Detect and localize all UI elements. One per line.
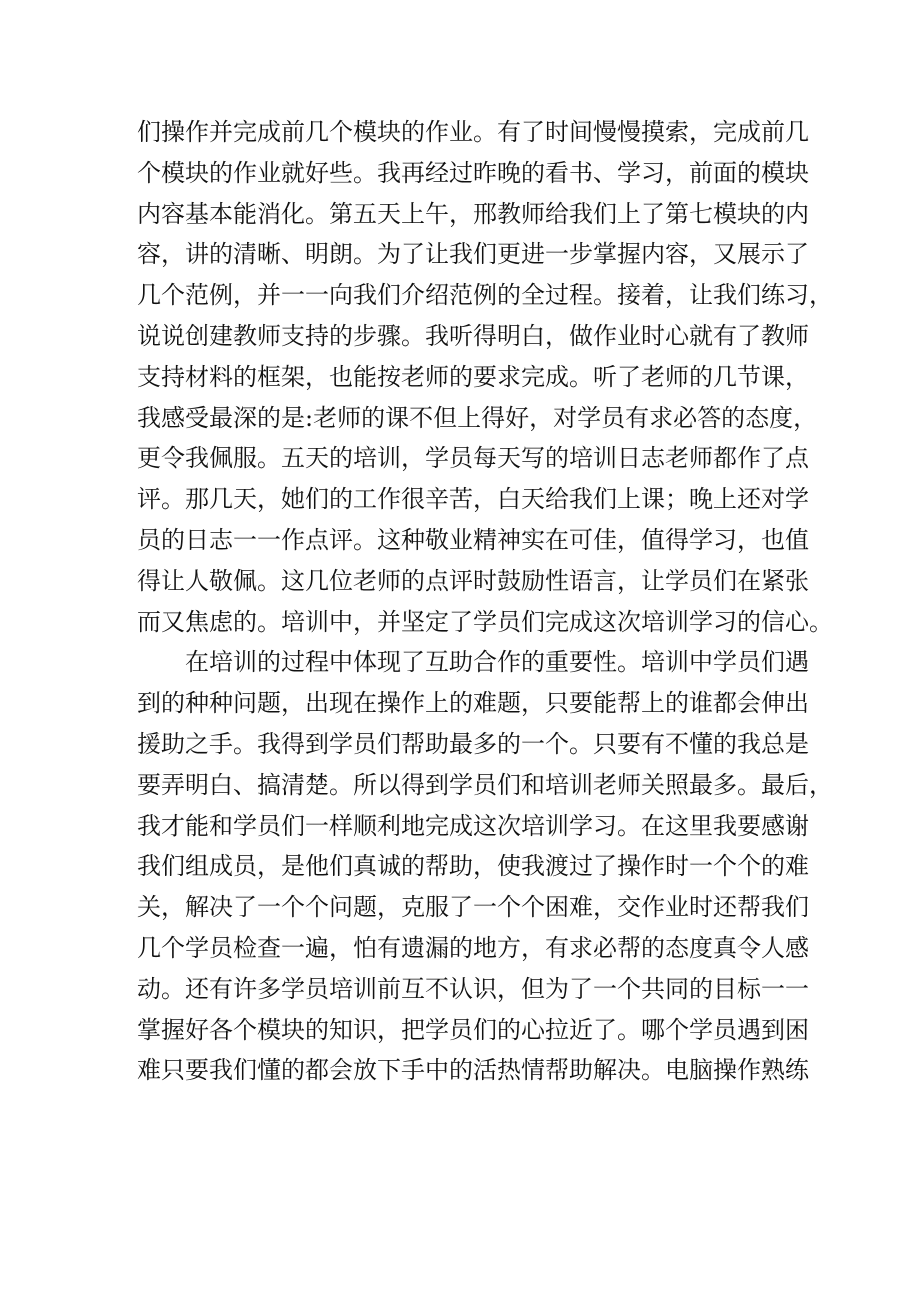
document-body <box>137 112 833 1091</box>
paragraph-2-line: 几个学员检查一遍，怕有遗漏的地方，有求必帮的态度真令人感 <box>137 933 809 962</box>
paragraph-1-line: 说说创建教师支持的步骤。我听得明白，做作业时心就有了教师 <box>137 321 809 350</box>
paragraph-2-line: 关，解决了一个个问题，克服了一个个困难，交作业时还帮我们 <box>137 893 809 922</box>
paragraph-1-line: 支持材料的框架，也能按老师的要求完成。听了老师的几节课， <box>137 362 809 391</box>
paragraph-1-line: 几个范例，并一一向我们介绍范例的全过程。接着，让我们练习， <box>137 281 833 310</box>
paragraph-2-line: 要弄明白、搞清楚。所以得到学员们和培训老师关照最多。最后， <box>137 770 833 799</box>
paragraph-1-line: 内容基本能消化。第五天上午，邢教师给我们上了第七模块的内 <box>137 199 809 228</box>
paragraph-1-line: 而又焦虑的。培训中，并坚定了学员们完成这次培训学习的信心。 <box>137 607 833 636</box>
paragraph-1-line: 更令我佩服。五天的培训，学员每天写的培训日志老师都作了点 <box>137 444 809 473</box>
paragraph-1-line: 个模块的作业就好些。我再经过昨晚的看书、学习，前面的模块 <box>137 158 809 187</box>
paragraph-1-line: 员的日志一一作点评。这种敬业精神实在可佳，值得学习，也值 <box>137 525 809 554</box>
paragraph-2-line: 到的种种问题，出现在操作上的难题，只要能帮上的谁都会伸出 <box>137 689 809 718</box>
paragraph-1-line: 们操作并完成前几个模块的作业。有了时间慢慢摸索，完成前几 <box>137 118 809 146</box>
paragraph-2-line: 援助之手。我得到学员们帮助最多的一个。只要有不懂的我总是 <box>137 729 809 758</box>
paragraph-1-line: 我感受最深的是:老师的课不但上得好，对学员有求必答的态度， <box>137 403 818 432</box>
paragraph-2-line: 动。还有许多学员培训前互不认识，但为了一个共同的目标一一 <box>137 974 809 1003</box>
paragraph-1-line: 得让人敬佩。这几位老师的点评时鼓励性语言，让学员们在紧张 <box>137 566 809 595</box>
paragraph-2-first-line: 在培训的过程中体现了互助合作的重要性。培训中学员们遇 <box>185 648 809 677</box>
paragraph-1-line: 容，讲的清晰、明朗。为了让我们更进一步掌握内容，又展示了 <box>137 240 809 269</box>
paragraph-2-line: 难只要我们懂的都会放下手中的活热情帮助解决。电脑操作熟练 <box>137 1056 809 1085</box>
paragraph-2-line: 我们组成员，是他们真诚的帮助，使我渡过了操作时一个个的难 <box>137 852 809 881</box>
paragraph-1-line: 评。那几天，她们的工作很辛苦，白天给我们上课；晚上还对学 <box>137 485 809 514</box>
paragraph-2-line: 我才能和学员们一样顺利地完成这次培训学习。在这里我要感谢 <box>137 811 809 840</box>
paragraph-2-line: 掌握好各个模块的知识，把学员们的心拉近了。哪个学员遇到困 <box>137 1015 809 1044</box>
